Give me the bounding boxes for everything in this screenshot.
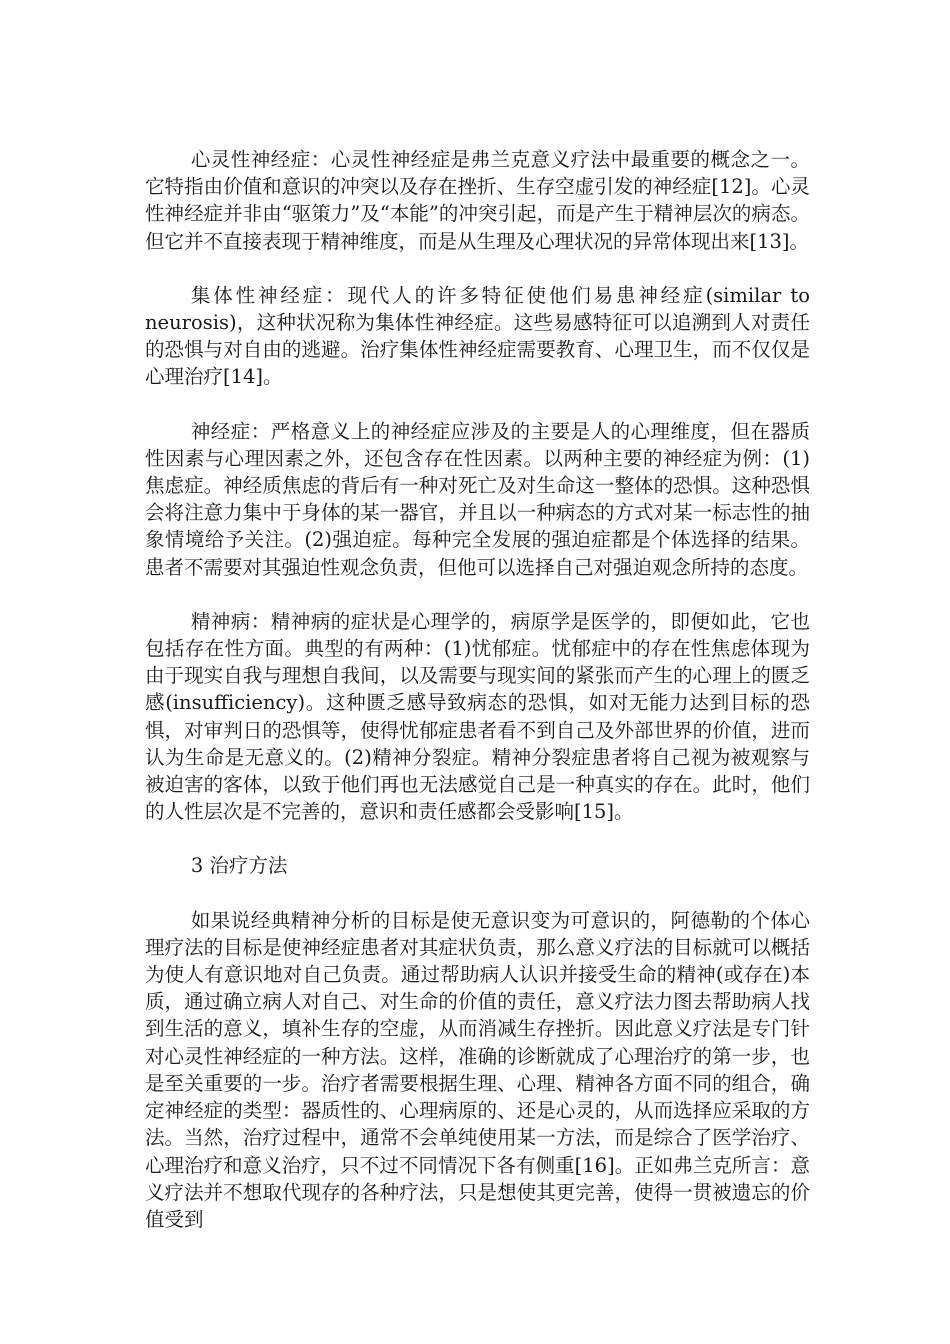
document-body [145,146,810,1260]
paragraph-treatment-methods: 如果说经典精神分析的目标是使无意识变为可意识的，阿德勒的个体心理疗法的目标是使神经症患者对其症状负责，那么意义疗法的目标就可以概括为使人有意识地对自己负责。通过帮助病人认识并接受生命的精神(或存在)本质，通过确立病人对自己、对生命的价值的责任，意义疗法力图去帮助病人找到生活的意义，填补生存的空虚，从而消减生存挫折。因此意义疗法是专门针对心灵性神经症的一种方法。这样，准确的诊断就成了心理治疗的第一步，也是至关重要的一步。治疗者需要根据生理、心理、精神各方面不同的组合，确定神经症的类型：器质性的、心理病原的、还是心灵的，从而选择应采取的方法。当然，治疗过程中，通常不会单纯使用某一方法，而是综合了医学治疗、心理治疗和意义治疗，只不过不同情况下各有侧重[16]。正如弗兰克所言：意义疗法并不想取代现存的各种疗法，只是想使其更完善，使得一贯被遗忘的价值受到 [145,908,810,1231]
paragraph-noogenic-neurosis: 心灵性神经症：心灵性神经症是弗兰克意义疗法中最重要的概念之一。它特指由价值和意识的冲突以及存在挫折、生存空虚引发的神经症[12]。心灵性神经症并非由“驱策力”及“本能”的冲突引起，而是产生于精神层次的病态。但它并不直接表现于精神维度，而是从生理及心理状况的异常体现出来[13]。 [145,148,810,253]
paragraph-neurosis: 神经症：严格意义上的神经症应涉及的主要是人的心理维度，但在器质性因素与心理因素之外，还包含存在性因素。以两种主要的神经症为例：(1)焦虑症。神经质焦虑的背后有一种对死亡及对生命这一整体的恐惧。这种恐惧会将注意力集中于身体的某一器官，并且以一种病态的方式对某一标志性的抽象情境给予关注。(2)强迫症。每种完全发展的强迫症都是个体选择的结果。患者不需要对其强迫性观念负责，但他可以选择自己对强迫观念所持的态度。 [145,419,810,579]
section-heading: 3 治疗方法 [190,854,288,878]
paragraph-psychosis: 精神病：精神病的症状是心理学的，病原学是医学的，即便如此，它也包括存在性方面。典型的有两种：(1)忧郁症。忧郁症中的存在性焦虑体现为由于现实自我与理想自我间，以及需要与现实间的紧张而产生的心理上的匮乏感(insufficiency)。这种匮乏感导致病态的恐惧，如对无能力达到目标的恐惧，对审判日的恐惧等，使得忧郁症患者看不到自己及外部世界的价值，进而认为生命是无意义的。(2)精神分裂症。精神分裂症患者将自己视为被观察与被迫害的客体，以致于他们再也无法感觉自己是一种真实的存在。此时，他们的人性层次是不完善的，意识和责任感都会受影响[15]。 [145,609,810,824]
paragraph-collective-neurosis: 集体性神经症：现代人的许多特征使他们易患神经症(similar to neurosis)，这种状况称为集体性神经症。这些易感特征可以追溯到人对责任的恐惧与对自由的逃避。治疗集体性神经症需要教育、心理卫生，而不仅仅是心理治疗[14]。 [145,283,810,389]
